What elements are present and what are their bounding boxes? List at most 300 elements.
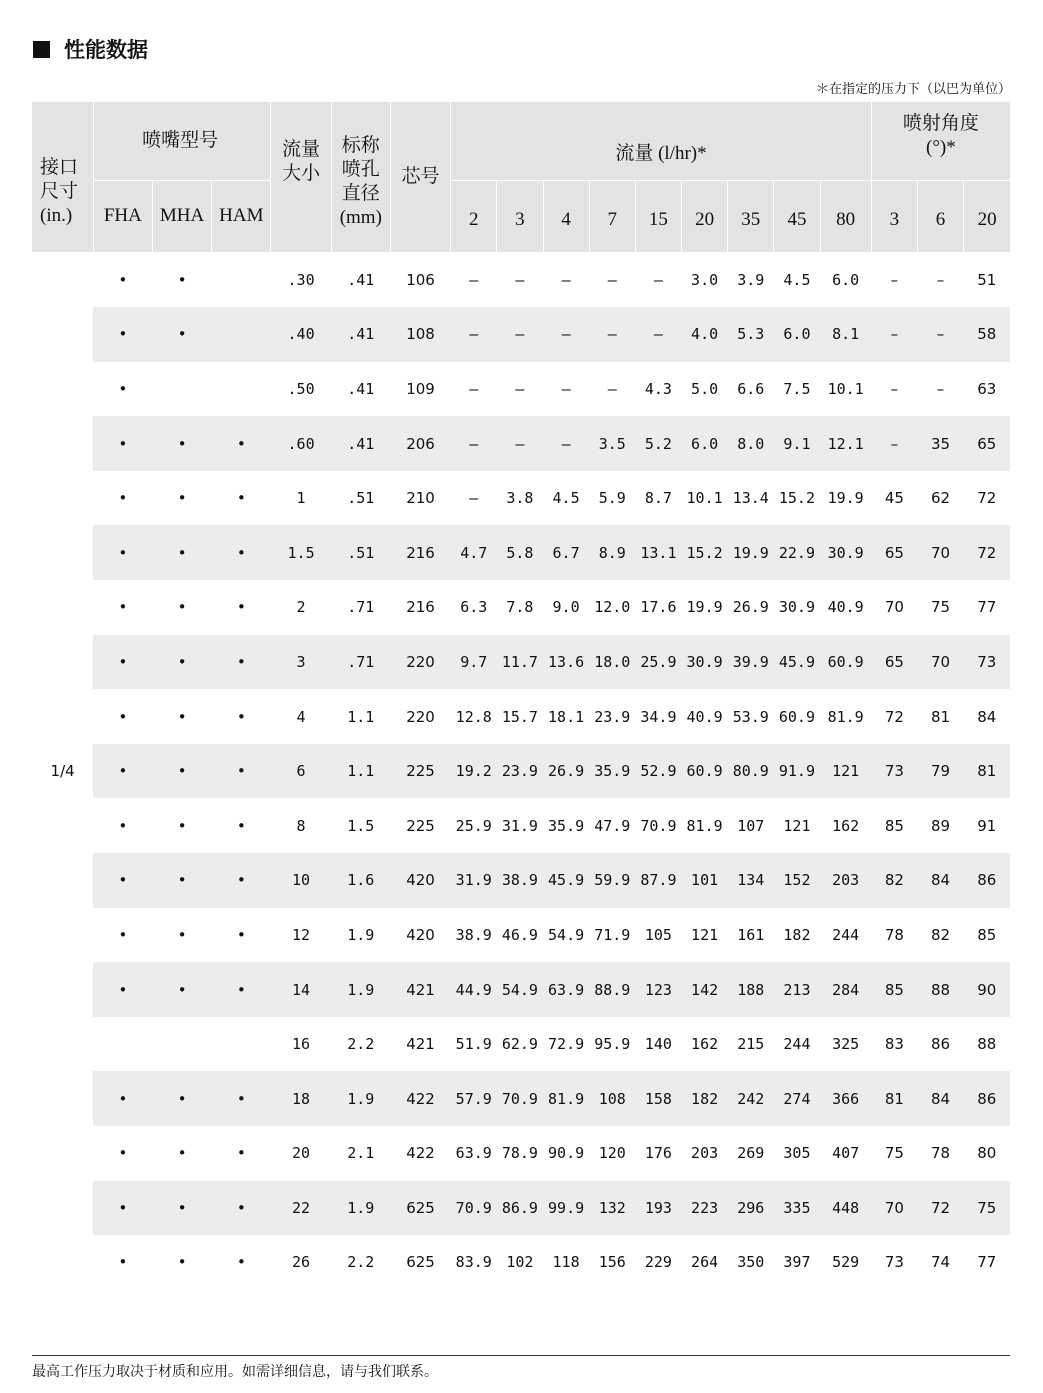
flow-size-cell: 6 [271, 744, 331, 799]
angle-cell: 74 [930, 1253, 951, 1272]
flow-cell: – [607, 379, 617, 398]
header-flow-pressure-20: 20 [682, 180, 728, 252]
table-row [32, 853, 1010, 908]
header-type-fha: FHA [93, 180, 152, 252]
flow-cell: 140 [644, 1035, 672, 1054]
flow-cell: 70.9 [497, 1071, 543, 1126]
flow-cell: 5.8 [497, 525, 543, 580]
mha-mark: • [177, 489, 187, 508]
flow-cell: 95.9 [594, 1035, 631, 1054]
flow-cell: 350 [737, 1253, 765, 1272]
flow-cell: 161 [737, 925, 765, 944]
angle-cell: 72 [977, 489, 997, 508]
core-cell: 220 [406, 707, 435, 726]
flow-cell: 407 [832, 1144, 860, 1163]
flow-cell: 284 [820, 962, 871, 1017]
angle-cell: 75 [964, 1181, 1010, 1236]
flow-cell: 78.9 [501, 1144, 538, 1163]
flow-cell: 9.0 [552, 598, 580, 617]
header-nozzle-type: 喷嘴型号 [93, 102, 271, 180]
angle-cell: 78 [884, 925, 904, 944]
fha-mark: • [93, 416, 152, 471]
core-cell: 420 [390, 853, 450, 908]
flow-cell: 6.7 [543, 525, 589, 580]
angle-cell: 70 [917, 525, 963, 580]
fha-mark: • [118, 489, 128, 508]
core-cell: 625 [406, 1253, 435, 1272]
angle-cell: 72 [884, 707, 904, 726]
flow-cell: 176 [644, 1144, 672, 1163]
flow-cell: 6.6 [737, 379, 765, 398]
flow-size-cell: 4 [296, 707, 306, 726]
flow-cell: 53.9 [732, 707, 769, 726]
flow-cell: 15.7 [501, 707, 538, 726]
flow-cell: – [515, 270, 525, 289]
flow-cell: 223 [682, 1181, 728, 1236]
fha-mark: • [93, 744, 152, 799]
flow-cell: 4.0 [682, 307, 728, 362]
fha-mark: • [118, 1144, 128, 1163]
flow-cell: 13.1 [635, 525, 681, 580]
fha-mark: • [93, 853, 152, 908]
fha-mark: • [118, 379, 128, 398]
flow-cell: 213 [774, 962, 820, 1017]
flow-cell: 26.9 [732, 598, 769, 617]
flow-cell: 81.9 [543, 1071, 589, 1126]
flow-cell: 7.5 [783, 379, 811, 398]
flow-cell: 31.9 [501, 816, 538, 835]
flow-cell: 6.3 [460, 598, 488, 617]
core-cell: 108 [390, 307, 450, 362]
header-type-ham: HAM [212, 180, 271, 252]
flow-cell: – [451, 307, 497, 362]
flow-cell: 18.0 [589, 635, 635, 690]
square-bullet-icon [33, 41, 50, 58]
angle-cell: 91 [977, 816, 997, 835]
fha-mark: • [118, 816, 128, 835]
flow-cell: 83.9 [455, 1253, 492, 1272]
flow-cell: 63.9 [455, 1144, 492, 1163]
fha-mark: • [93, 1181, 152, 1236]
flow-cell: 215 [737, 1035, 765, 1054]
flow-size-cell: .60 [271, 416, 331, 471]
fha-mark: • [93, 635, 152, 690]
fha-mark [93, 1017, 152, 1072]
flow-cell: 8.1 [820, 307, 871, 362]
table-row [32, 416, 1010, 471]
angle-cell: 78 [930, 1144, 951, 1163]
ham-mark: • [236, 1144, 246, 1163]
flow-cell: 81.9 [686, 816, 723, 835]
ham-mark: • [212, 525, 271, 580]
flow-cell: 60.9 [820, 635, 871, 690]
flow-cell: – [635, 307, 681, 362]
angle-cell: 83 [884, 1035, 904, 1054]
flow-cell: 6.0 [682, 416, 728, 471]
angle-cell: 58 [964, 307, 1010, 362]
flow-cell: 5.3 [728, 307, 774, 362]
mha-mark: • [177, 1144, 187, 1163]
ham-mark: • [236, 925, 246, 944]
table-row [32, 689, 1010, 744]
flow-cell: 60.9 [682, 744, 728, 799]
footer-divider [32, 1355, 1010, 1356]
angle-cell: 70 [871, 1181, 917, 1236]
orifice-cell: 1.9 [347, 925, 375, 944]
flow-size-cell: 8 [296, 816, 306, 835]
flow-cell: 4.3 [644, 379, 672, 398]
flow-cell: 15.2 [682, 525, 728, 580]
flow-cell: 3.5 [589, 416, 635, 471]
fha-mark: • [118, 707, 128, 726]
flow-cell: 44.9 [451, 962, 497, 1017]
angle-cell: 35 [917, 416, 963, 471]
flow-cell: 6.0 [774, 307, 820, 362]
flow-cell: 397 [783, 1253, 811, 1272]
table-row [32, 253, 1010, 308]
header-port-size: 接口 尺寸 (in.) [32, 102, 93, 252]
flow-cell: 70.9 [451, 1181, 497, 1236]
flow-cell: 52.9 [635, 744, 681, 799]
flow-cell: 366 [820, 1071, 871, 1126]
ham-mark: • [212, 1071, 271, 1126]
core-cell: 216 [390, 525, 450, 580]
fha-mark: • [118, 270, 128, 289]
orifice-cell: 1.1 [331, 744, 390, 799]
mha-mark: • [152, 525, 211, 580]
flow-cell: 30.9 [820, 525, 871, 580]
flow-cell: 34.9 [640, 707, 677, 726]
angle-cell: 73 [884, 1253, 904, 1272]
flow-cell: 51.9 [455, 1035, 492, 1054]
angle-cell: 86 [964, 1071, 1010, 1126]
angle-cell: 85 [977, 925, 997, 944]
header-flow-pressure-2: 2 [451, 180, 497, 252]
angle-cell: – [871, 416, 917, 471]
flow-cell: 132 [589, 1181, 635, 1236]
orifice-cell: .71 [331, 635, 390, 690]
core-cell: 216 [406, 598, 435, 617]
header-angle-pressure-3: 3 [871, 180, 917, 252]
table-row [32, 1181, 1010, 1236]
flow-cell: 88.9 [589, 962, 635, 1017]
core-cell: 225 [390, 744, 450, 799]
flow-cell: 102 [506, 1253, 534, 1272]
mha-mark: • [177, 707, 187, 726]
flow-cell: 47.9 [594, 816, 631, 835]
header-flow-pressure-35: 35 [728, 180, 774, 252]
orifice-cell: .41 [331, 307, 390, 362]
ham-mark: • [212, 416, 271, 471]
core-cell: 109 [406, 379, 435, 398]
header-core: 芯号 [390, 102, 450, 252]
angle-cell: 70 [884, 598, 904, 617]
table-row [32, 798, 1010, 853]
ham-mark: • [236, 1253, 246, 1272]
header-flow-rate: 流量 (l/hr)* [451, 102, 872, 180]
flow-cell: 63.9 [543, 962, 589, 1017]
ham-mark [212, 253, 271, 308]
flow-cell: – [543, 307, 589, 362]
flow-cell: 182 [783, 925, 811, 944]
flow-cell: – [469, 489, 479, 508]
flow-cell: 22.9 [774, 525, 820, 580]
flow-cell: 264 [691, 1253, 719, 1272]
flow-cell: – [497, 307, 543, 362]
section-title [33, 34, 148, 64]
header-flow-pressure-4: 4 [543, 180, 589, 252]
flow-cell: 134 [728, 853, 774, 908]
orifice-cell: .51 [331, 525, 390, 580]
flow-cell: 17.6 [640, 598, 677, 617]
angle-cell: 77 [977, 598, 997, 617]
flow-size-cell: 12 [292, 925, 311, 944]
flow-cell: 86.9 [497, 1181, 543, 1236]
angle-cell: 75 [930, 598, 951, 617]
flow-cell: 162 [832, 816, 860, 835]
flow-cell: – [561, 270, 571, 289]
angle-cell: – [917, 307, 963, 362]
flow-size-cell: .30 [287, 270, 315, 289]
flow-cell: 448 [820, 1181, 871, 1236]
flow-cell: – [653, 270, 663, 289]
flow-cell: 193 [635, 1181, 681, 1236]
flow-cell: 40.9 [686, 707, 723, 726]
flow-cell: 244 [832, 925, 860, 944]
angle-cell: – [936, 379, 945, 398]
core-cell: 422 [390, 1071, 450, 1126]
angle-cell: – [871, 307, 917, 362]
flow-size-cell: 2 [296, 598, 306, 617]
table-row [32, 908, 1010, 963]
orifice-cell: 2.1 [347, 1144, 375, 1163]
mha-mark: • [177, 816, 187, 835]
flow-cell: 229 [644, 1253, 672, 1272]
orifice-cell: .41 [347, 270, 375, 289]
flow-cell: 152 [774, 853, 820, 908]
flow-cell: 203 [820, 853, 871, 908]
angle-cell: 72 [917, 1181, 963, 1236]
table-row [32, 1017, 1010, 1072]
ham-mark: • [212, 962, 271, 1017]
flow-cell: 156 [598, 1253, 626, 1272]
flow-cell: 54.9 [497, 962, 543, 1017]
flow-cell: 5.0 [691, 379, 719, 398]
angle-cell: 86 [964, 853, 1010, 908]
orifice-cell: .41 [331, 416, 390, 471]
mha-mark [152, 1017, 211, 1072]
flow-cell: – [607, 270, 617, 289]
flow-cell: – [515, 379, 525, 398]
flow-cell: 30.9 [682, 635, 728, 690]
flow-cell: 9.1 [774, 416, 820, 471]
flow-cell: 123 [635, 962, 681, 1017]
flow-cell: 335 [774, 1181, 820, 1236]
flow-cell: 121 [691, 925, 719, 944]
flow-cell: 10.1 [686, 489, 723, 508]
flow-cell: 80.9 [728, 744, 774, 799]
header-spray-angle: 喷射角度 (°)* [871, 102, 1010, 180]
flow-cell: 244 [783, 1035, 811, 1054]
flow-cell: 19.9 [827, 489, 864, 508]
flow-cell: 71.9 [594, 925, 631, 944]
mha-mark: • [177, 270, 187, 289]
flow-cell: 3.9 [737, 270, 765, 289]
table-row [32, 362, 1010, 417]
orifice-cell: 2.2 [347, 1035, 375, 1054]
flow-cell: 19.9 [686, 598, 723, 617]
orifice-cell: 1.9 [331, 1181, 390, 1236]
header-type-mha: MHA [152, 180, 211, 252]
angle-cell: 80 [977, 1144, 997, 1163]
flow-cell: 72.9 [548, 1035, 585, 1054]
performance-table [32, 102, 1010, 1290]
angle-cell: 82 [871, 853, 917, 908]
flow-cell: – [497, 416, 543, 471]
ham-mark: • [236, 816, 246, 835]
ham-mark: • [212, 853, 271, 908]
flow-cell: 8.9 [589, 525, 635, 580]
angle-cell: 88 [917, 962, 963, 1017]
core-cell: 206 [390, 416, 450, 471]
flow-cell: 99.9 [543, 1181, 589, 1236]
angle-cell: 88 [977, 1035, 997, 1054]
table-row [32, 580, 1010, 635]
header-flow-pressure-45: 45 [774, 180, 820, 252]
angle-cell: 70 [917, 635, 963, 690]
core-cell: 106 [406, 270, 435, 289]
flow-size-cell: 1 [296, 489, 306, 508]
fha-mark: • [93, 962, 152, 1017]
angle-cell: 77 [977, 1253, 997, 1272]
flow-cell: 6.0 [832, 270, 860, 289]
flow-cell: 12.8 [455, 707, 492, 726]
flow-size-cell: 18 [271, 1071, 331, 1126]
angle-cell: 65 [964, 416, 1010, 471]
flow-cell: 10.1 [827, 379, 864, 398]
angle-cell: 63 [977, 379, 997, 398]
angle-cell: 81 [930, 707, 951, 726]
core-cell: 422 [406, 1144, 435, 1163]
flow-cell: 142 [682, 962, 728, 1017]
flow-cell: 54.9 [548, 925, 585, 944]
flow-cell: 3.8 [506, 489, 534, 508]
header-angle-pressure-6: 6 [917, 180, 963, 252]
flow-cell: 5.9 [598, 489, 626, 508]
flow-cell: 45.9 [543, 853, 589, 908]
mha-mark: • [152, 744, 211, 799]
pressure-note: ＊在指定的压力下（以巴为单位） [815, 82, 1011, 97]
angle-cell: 85 [871, 962, 917, 1017]
flow-cell: 81.9 [827, 707, 864, 726]
angle-cell: 84 [977, 707, 997, 726]
header-orifice: 标称 喷孔 直径 (mm) [331, 102, 390, 252]
flow-size-cell: 14 [271, 962, 331, 1017]
fha-mark: • [118, 925, 128, 944]
mha-mark: • [152, 1071, 211, 1126]
port-size-cell: 1/4 [32, 253, 93, 1290]
angle-cell: – [936, 270, 945, 289]
flow-cell: 8.7 [644, 489, 672, 508]
flow-cell: – [543, 416, 589, 471]
flow-cell: 57.9 [451, 1071, 497, 1126]
flow-cell: 30.9 [778, 598, 815, 617]
orifice-cell: .51 [347, 489, 375, 508]
flow-cell: 118 [552, 1253, 580, 1272]
mha-mark: • [177, 598, 187, 617]
core-cell: 421 [390, 962, 450, 1017]
flow-cell: – [589, 307, 635, 362]
angle-cell: 51 [977, 270, 997, 289]
fha-mark: • [93, 1071, 152, 1126]
flow-cell: 105 [644, 925, 672, 944]
orifice-cell: 2.2 [347, 1253, 375, 1272]
flow-cell: 182 [682, 1071, 728, 1126]
header-angle-pressure-20: 20 [964, 180, 1010, 252]
footer-note: 最高工作压力取决于材质和应用。如需详细信息，请与我们联系。 [32, 1364, 438, 1380]
flow-cell: 39.9 [728, 635, 774, 690]
flow-cell: – [469, 270, 479, 289]
flow-cell: 60.9 [778, 707, 815, 726]
header-flow-pressure-15: 15 [635, 180, 681, 252]
mha-mark: • [152, 1181, 211, 1236]
angle-cell: 65 [871, 635, 917, 690]
flow-cell: 19.2 [451, 744, 497, 799]
flow-cell: 121 [820, 744, 871, 799]
angle-cell: 90 [964, 962, 1010, 1017]
flow-cell: 38.9 [497, 853, 543, 908]
mha-mark: • [177, 925, 187, 944]
angle-cell: 84 [917, 853, 963, 908]
flow-cell: 35.9 [548, 816, 585, 835]
flow-size-cell: 26 [292, 1253, 311, 1272]
flow-cell: 120 [598, 1144, 626, 1163]
table-row [32, 1235, 1010, 1290]
angle-cell: 85 [884, 816, 904, 835]
angle-cell: 81 [871, 1071, 917, 1126]
header-flow-pressure-80: 80 [820, 180, 871, 252]
orifice-cell: .41 [347, 379, 375, 398]
fha-mark: • [118, 1253, 128, 1272]
flow-size-cell: 20 [292, 1144, 311, 1163]
flow-cell: 4.5 [552, 489, 580, 508]
flow-cell: 25.9 [455, 816, 492, 835]
flow-cell: 325 [832, 1035, 860, 1054]
mha-mark: • [152, 962, 211, 1017]
flow-cell: 25.9 [635, 635, 681, 690]
mha-mark: • [152, 635, 211, 690]
flow-cell: 35.9 [589, 744, 635, 799]
core-cell: 225 [406, 816, 435, 835]
flow-cell: – [469, 379, 479, 398]
flow-cell: 40.9 [827, 598, 864, 617]
orifice-cell: .71 [347, 598, 375, 617]
orifice-cell: 1.9 [331, 1071, 390, 1126]
flow-size-cell: 10 [271, 853, 331, 908]
mha-mark: • [177, 1253, 187, 1272]
angle-cell: 65 [871, 525, 917, 580]
flow-cell: 38.9 [455, 925, 492, 944]
table-row [32, 1126, 1010, 1181]
table-row [32, 1071, 1010, 1126]
flow-cell: 23.9 [497, 744, 543, 799]
mha-mark: • [152, 416, 211, 471]
ham-mark: • [236, 489, 246, 508]
flow-cell: 91.9 [774, 744, 820, 799]
flow-cell: 274 [774, 1071, 820, 1126]
flow-cell: 45.9 [774, 635, 820, 690]
table-row [32, 525, 1010, 580]
